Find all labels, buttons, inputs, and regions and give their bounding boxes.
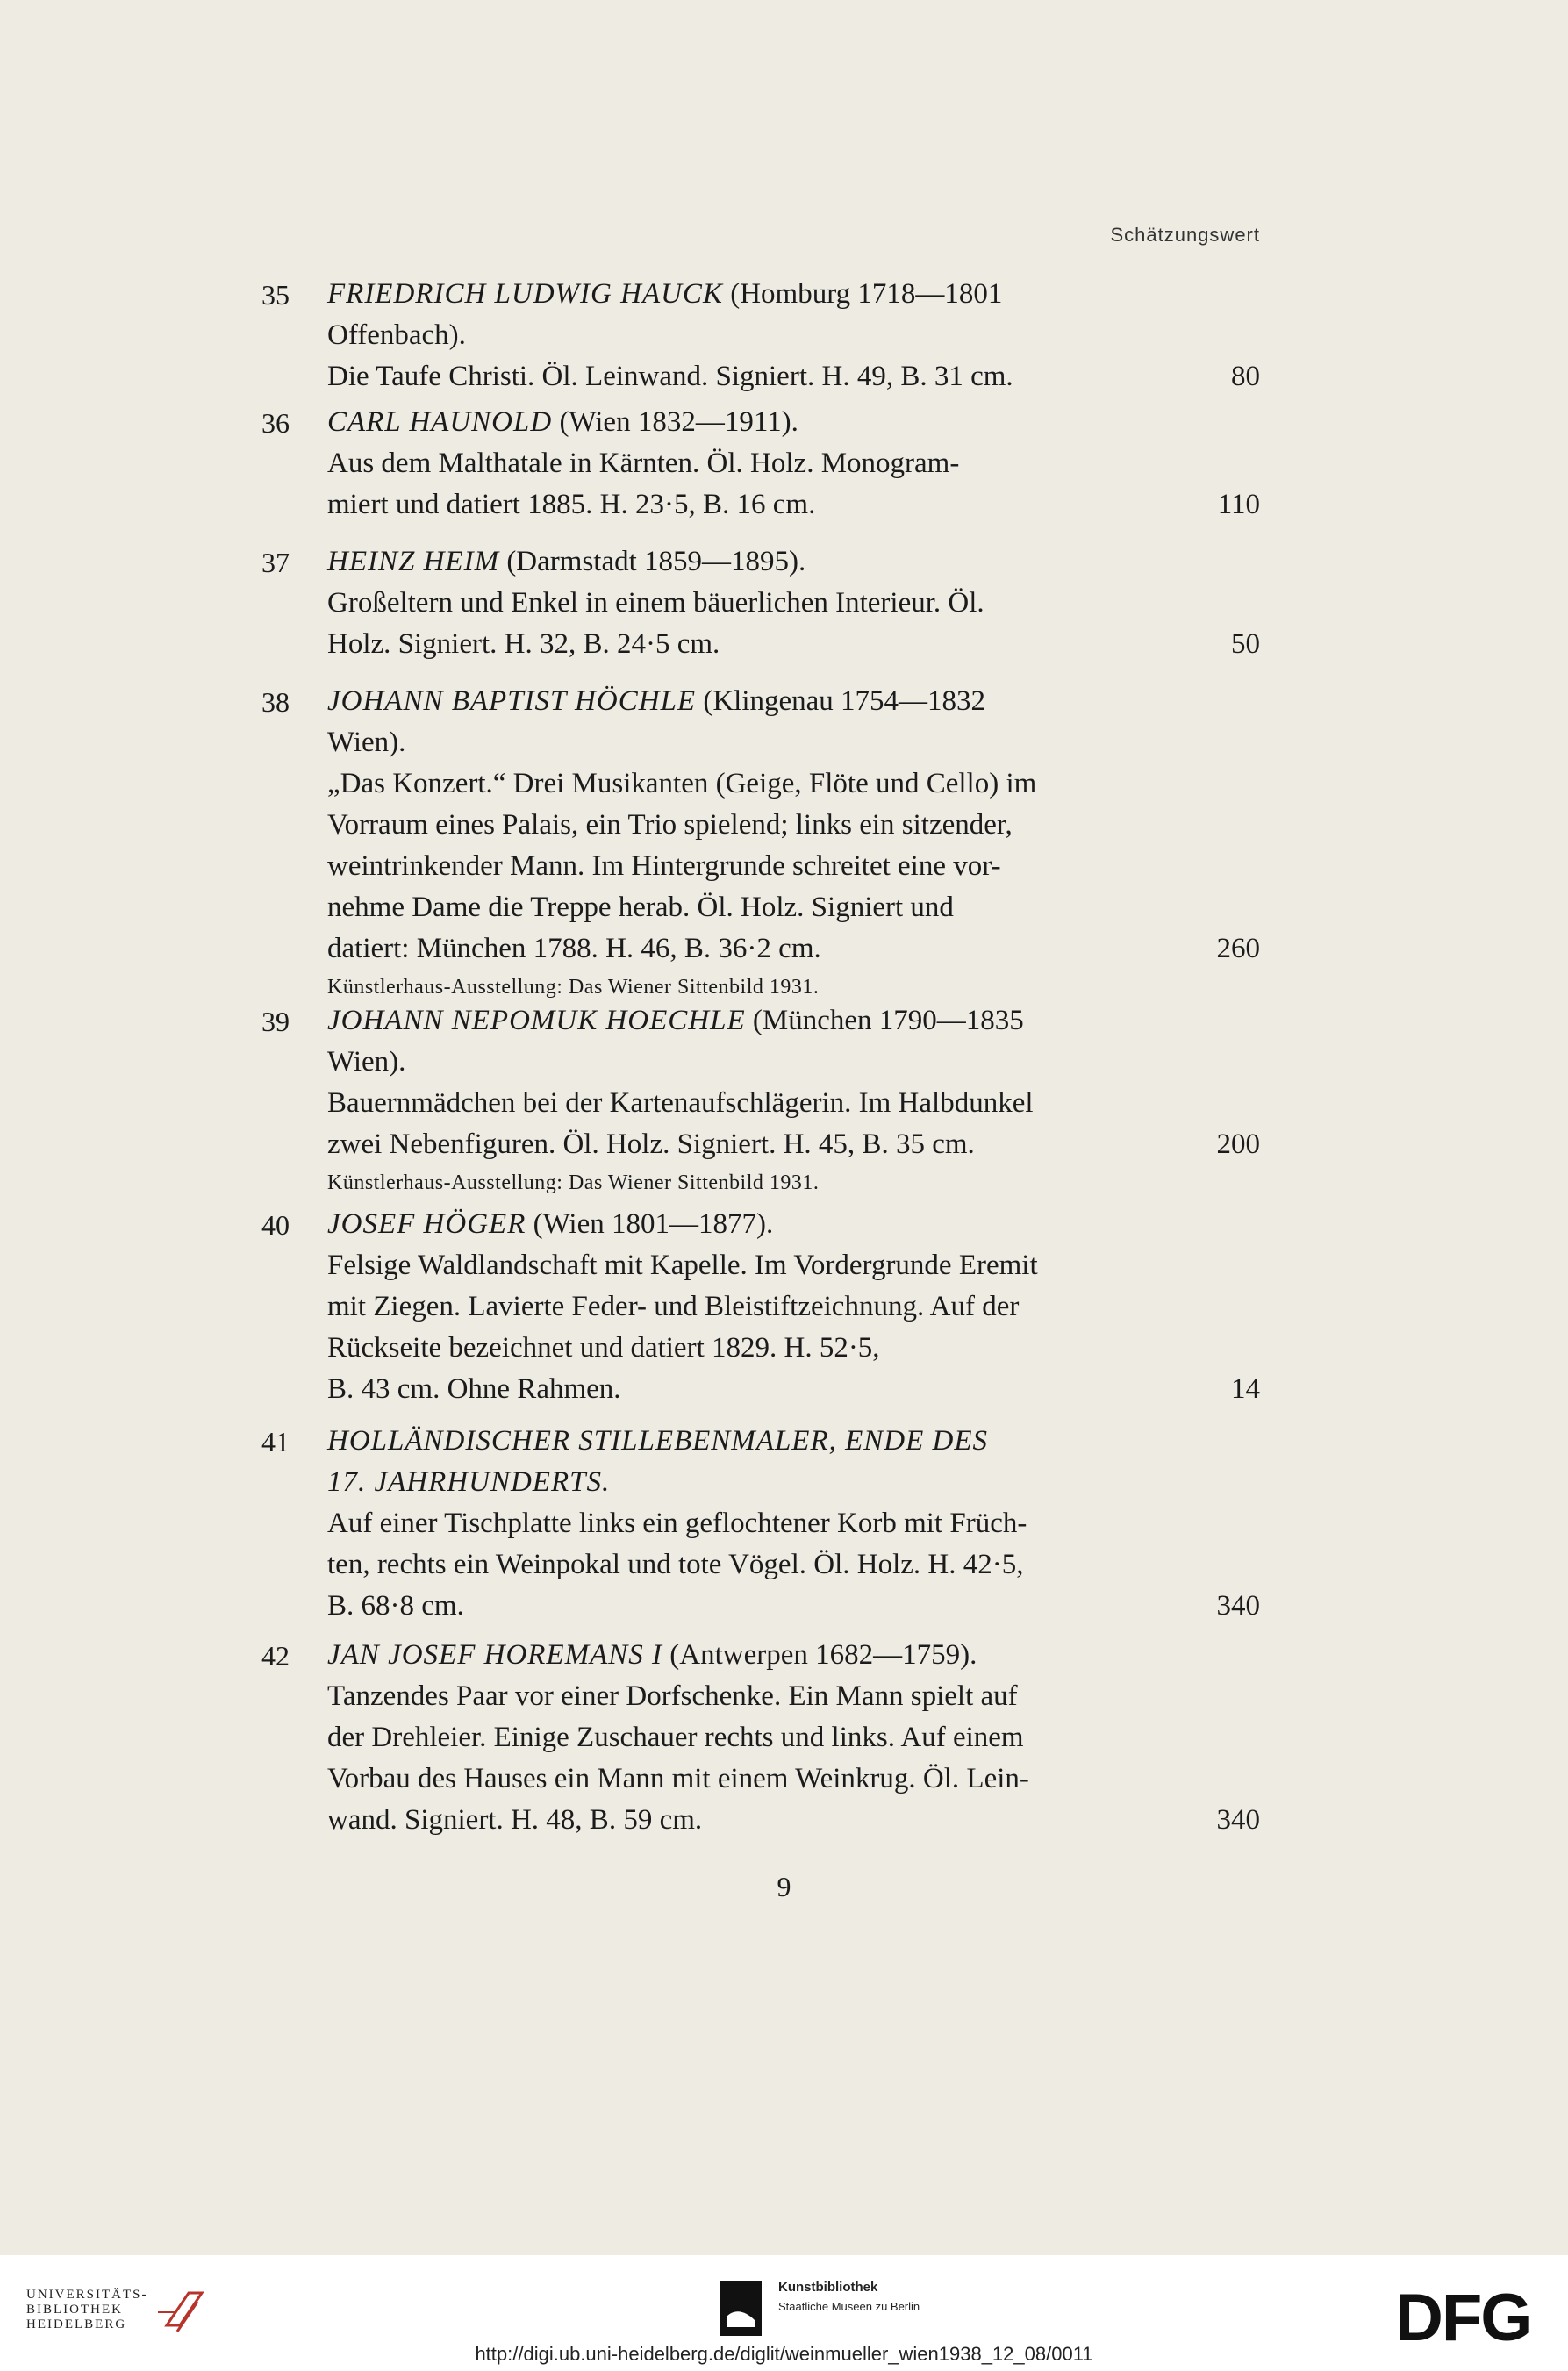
entry-text <box>327 1000 1170 1200</box>
entry-line: zwei Nebenfiguren. Öl. Holz. Signiert. H. 45, B. 35 cm. <box>327 1128 975 1160</box>
entry-line: Vorraum eines Palais, ein Trio spielend; links ein sitzender, <box>327 809 1013 841</box>
lot-number: 35 <box>261 279 290 311</box>
entry-line: (München 1790—1835 <box>745 1005 1024 1036</box>
entry-line: (Darmstadt 1859—1895). <box>499 546 806 577</box>
lot-number: 38 <box>261 686 290 718</box>
entry-line: (Klingenau 1754—1832 <box>696 685 986 717</box>
entry-line: Aus dem Malthatale in Kärnten. Öl. Holz. Monogram- <box>327 448 960 479</box>
dfg-logo: DFG <box>1395 2281 1531 2355</box>
artist-name: HOLLÄNDISCHER STILLEBENMALER, ENDE DES <box>327 1425 989 1457</box>
exhibition-note: Künstlerhaus-Ausstellung: Das Wiener Sittenbild 1931. <box>327 976 820 999</box>
lot-number: 36 <box>261 407 290 439</box>
entry-text <box>327 274 1170 398</box>
artist-name: HEINZ HEIM <box>327 546 500 577</box>
kunstbibliothek-label <box>778 2280 920 2313</box>
kb-title: Kunstbibliothek <box>778 2280 878 2295</box>
artist-name: CARL HAUNOLD <box>327 406 553 438</box>
entry-line: B. 68·8 cm. <box>327 1590 464 1622</box>
entry-text <box>327 1635 1170 1841</box>
kb-subtitle: Staatliche Museen zu Berlin <box>778 2300 920 2313</box>
entry-line: Bauernmädchen bei der Kartenaufschlägerin. Im Halbdunkel <box>327 1087 1034 1119</box>
entry-line: (Antwerpen 1682—1759). <box>662 1639 977 1671</box>
entry-line: miert und datiert 1885. H. 23·5, B. 16 cm. <box>327 489 816 520</box>
permalink-url[interactable]: http://digi.ub.uni-heidelberg.de/diglit/weinmueller_wien1938_12_08/0011 <box>475 2343 1093 2365</box>
entry-line: mit Ziegen. Lavierte Feder- und Bleistiftzeichnung. Auf der <box>327 1291 1020 1322</box>
entry-text <box>327 402 1170 526</box>
entry-line: datiert: München 1788. H. 46, B. 36·2 cm. <box>327 933 821 964</box>
estimate-value: 50 <box>1231 628 1260 660</box>
entry-line: Rückseite bezeichnet und datiert 1829. H. 52·5, <box>327 1332 880 1364</box>
entry-line: (Wien 1832—1911). <box>552 406 798 438</box>
entry-text <box>327 1421 1170 1627</box>
ub-line: BIBLIOTHEK <box>26 2303 123 2317</box>
entry-line: der Drehleier. Einige Zuschauer rechts und links. Auf einem <box>327 1722 1024 1753</box>
entry-line: Felsige Waldlandschaft mit Kapelle. Im Vordergrunde Eremit <box>327 1250 1038 1281</box>
entry-text <box>327 1204 1170 1410</box>
entry-text <box>327 541 1170 665</box>
exhibition-note: Künstlerhaus-Ausstellung: Das Wiener Sittenbild 1931. <box>327 1171 820 1194</box>
artist-name-continued: 17. JAHRHUNDERTS. <box>327 1466 611 1498</box>
entry-line: weintrinkender Mann. Im Hintergrunde schreitet eine vor- <box>327 850 1001 882</box>
entry-line: (Homburg 1718—1801 <box>722 278 1003 310</box>
entry-line: Die Taufe Christi. Öl. Leinwand. Signiert. H. 49, B. 31 cm. <box>327 361 1013 392</box>
kunstbibliothek-logo-icon <box>720 2281 768 2336</box>
artist-name: JOSEF HÖGER <box>327 1208 526 1240</box>
lot-number: 39 <box>261 1006 290 1037</box>
entry-line: Vorbau des Hauses ein Mann mit einem Weinkrug. Öl. Lein- <box>327 1763 1029 1794</box>
entry-line: Offenbach). <box>327 319 466 351</box>
entry-line: Tanzendes Paar vor einer Dorfschenke. Ein Mann spielt auf <box>327 1680 1018 1712</box>
estimate-value: 110 <box>1217 489 1260 520</box>
lot-number: 41 <box>261 1426 290 1458</box>
ub-line: UNIVERSITÄTS- <box>26 2288 148 2302</box>
entry-line: wand. Signiert. H. 48, B. 59 cm. <box>327 1804 703 1836</box>
artist-name: JOHANN BAPTIST HÖCHLE <box>327 685 697 717</box>
entry-line: Auf einer Tischplatte links ein geflochtener Korb mit Früch- <box>327 1508 1027 1539</box>
estimate-value: 340 <box>1216 1804 1260 1836</box>
estimate-value: 14 <box>1231 1373 1260 1405</box>
artist-name: JAN JOSEF HOREMANS I <box>327 1639 662 1671</box>
estimate-value: 200 <box>1216 1128 1260 1160</box>
estimate-value: 80 <box>1231 361 1260 392</box>
estimate-column-heading: Schätzungswert <box>1110 224 1260 246</box>
entry-line: Wien). <box>327 1046 406 1078</box>
lot-number: 40 <box>261 1209 290 1241</box>
artist-name: JOHANN NEPOMUK HOECHLE <box>327 1005 746 1036</box>
entry-line: Großeltern und Enkel in einem bäuerlichen Interieur. Öl. <box>327 587 984 619</box>
page-number: 9 <box>777 1871 791 1902</box>
entry-line: nehme Dame die Treppe herab. Öl. Holz. Signiert und <box>327 892 954 923</box>
lot-number: 37 <box>261 547 290 578</box>
entry-line: Wien). <box>327 727 406 758</box>
lot-number: 42 <box>261 1640 290 1672</box>
entry-text <box>327 681 1170 1005</box>
entry-line: „Das Konzert.“ Drei Musikanten (Geige, Flöte und Cello) im <box>327 768 1037 799</box>
estimate-value: 340 <box>1216 1590 1260 1622</box>
entry-line: (Wien 1801—1877). <box>526 1208 774 1240</box>
estimate-value: 260 <box>1216 933 1260 964</box>
entry-line: Holz. Signiert. H. 32, B. 24·5 cm. <box>327 628 720 660</box>
artist-name: FRIEDRICH LUDWIG HAUCK <box>327 278 723 310</box>
ub-line: HEIDELBERG <box>26 2317 127 2332</box>
entry-line: ten, rechts ein Weinpokal und tote Vögel. Öl. Holz. H. 42·5, <box>327 1549 1024 1580</box>
entry-line: B. 43 cm. Ohne Rahmen. <box>327 1373 621 1405</box>
university-library-emblem-icon <box>26 2286 211 2339</box>
